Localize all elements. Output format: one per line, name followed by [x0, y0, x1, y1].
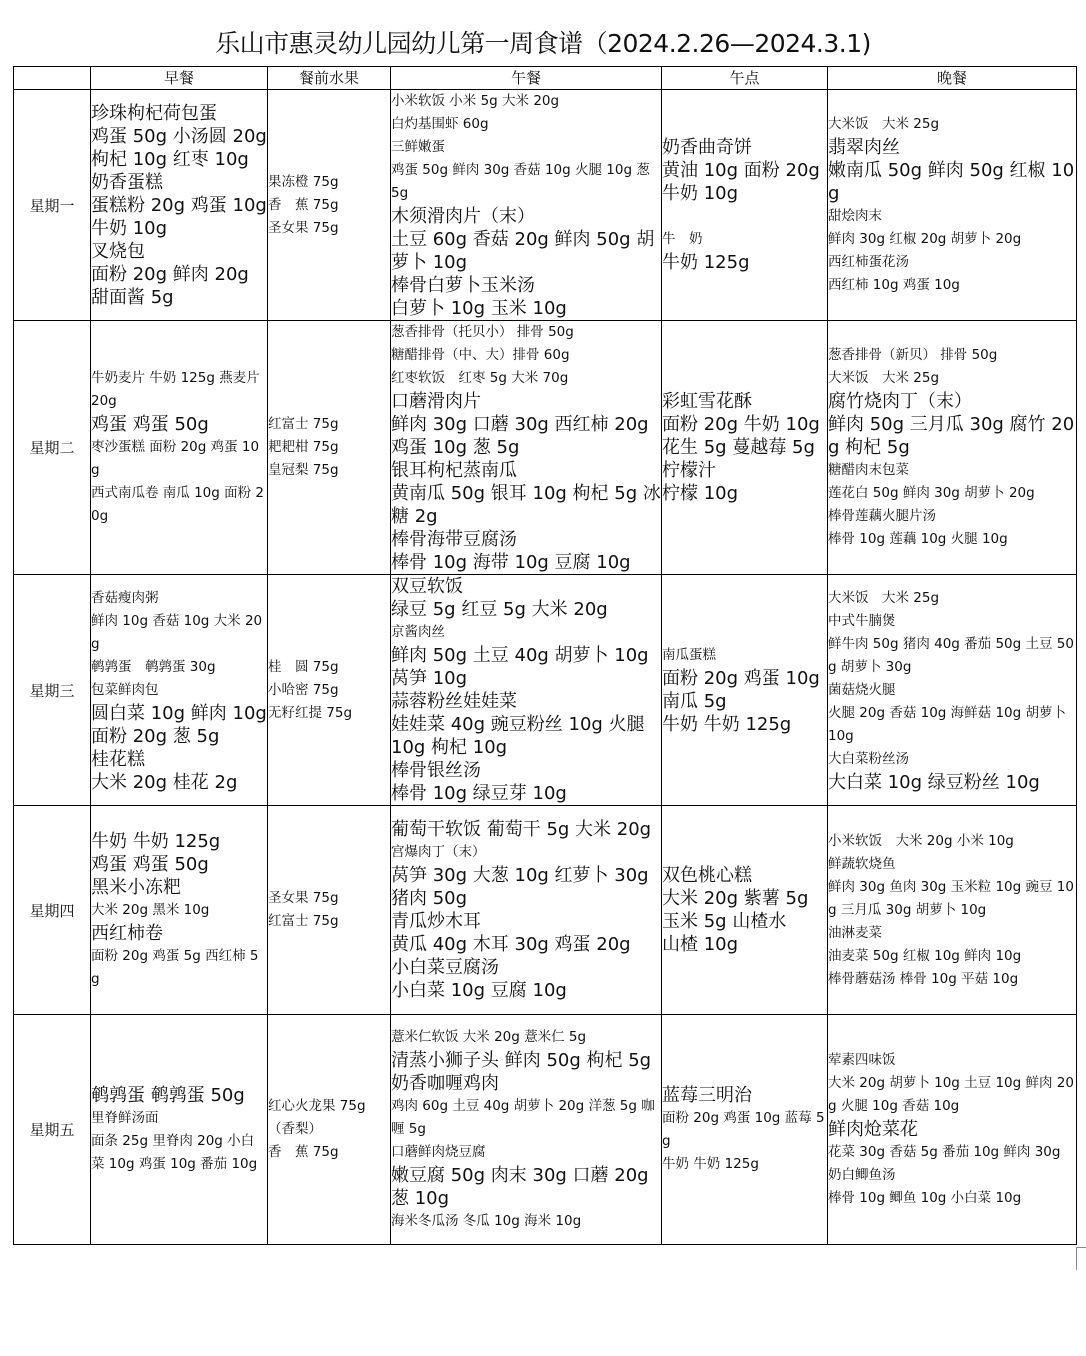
lunch-line: 青瓜炒木耳 — [391, 911, 481, 932]
snack-line: 面粉 20g 鸡蛋 10g 蓝莓 5g — [662, 1109, 825, 1149]
lunch-line: 红枣软饭 红枣 5g 大米 70g — [391, 370, 569, 386]
fruit-line: 皇冠梨 75g — [268, 462, 339, 478]
snack-line — [662, 205, 827, 228]
breakfast-line: 西红柿卷 — [91, 922, 163, 944]
snack-line: 牛奶 牛奶 125g — [662, 714, 792, 735]
day-row — [14, 575, 1077, 806]
breakfast-line: 鸡蛋 鸡蛋 50g — [91, 853, 209, 875]
day-row — [14, 806, 1077, 1015]
snack-line: 牛奶 125g — [662, 252, 750, 273]
fruit-line: 果冻橙 75g — [268, 173, 339, 190]
day-row — [14, 90, 1077, 321]
breakfast-line: 奶香蛋糕 — [91, 171, 163, 193]
lunch-line: 棒骨白萝卜玉米汤 — [391, 275, 535, 296]
snack-line: 柠檬汁 — [662, 460, 716, 481]
header-snack: 午点 — [662, 67, 828, 90]
fruit-line: 桂 圆 75g — [268, 658, 339, 675]
dinner-line: 腐竹烧肉丁（末） — [828, 391, 972, 412]
day-label: 星期四 — [14, 806, 91, 1015]
breakfast-line: 面条 25g 里脊肉 20g 小白菜 10g 鸡蛋 10g 番茄 10g — [91, 1132, 258, 1172]
lunch-line: 鲜肉 30g 口蘑 30g 西红柿 20g 鸡蛋 10g 葱 5g — [391, 414, 649, 458]
dinner-line: 油麦菜 50g 红椒 10g 鲜肉 10g — [828, 947, 1022, 964]
breakfast-line: 鹌鹑蛋 鹌鹑蛋 30g — [91, 658, 216, 675]
dinner-line: 荤素四味饭 — [828, 1052, 896, 1068]
lunch-line: 清蒸小狮子头 鲜肉 50g 枸杞 5g — [391, 1050, 652, 1071]
breakfast-line: 珍珠枸杞荷包蛋 — [91, 102, 217, 124]
day-row — [14, 321, 1077, 575]
lunch-line: 葱香排骨（托贝小） 排骨 50g — [391, 324, 574, 340]
lunch-cell — [391, 806, 662, 1015]
fruit-line: 耙耙柑 75g — [268, 439, 339, 455]
dinner-cell — [828, 575, 1077, 806]
lunch-line: 黄瓜 40g 木耳 30g 鸡蛋 20g — [391, 934, 631, 955]
dinner-line: 鲜肉 30g 鱼肉 30g 玉米粒 10g 豌豆 10g 三月瓜 30g 胡萝卜 10g — [828, 878, 1074, 918]
lunch-line: 木须滑肉片（末） — [391, 206, 535, 227]
lunch-line: 糖醋排骨（中、大）排骨 60g — [391, 347, 570, 363]
page-corner-marker — [1076, 1247, 1086, 1270]
page-title: 乐山市惠灵幼儿园幼儿第一周食谱（2024.2.26—2024.3.1) — [215, 29, 871, 58]
day-label: 星期五 — [14, 1015, 91, 1245]
day-label: 星期一 — [14, 90, 91, 321]
snack-line: 彩虹雪花酥 — [662, 391, 752, 412]
lunch-line: 三鲜嫩蛋 — [391, 139, 445, 155]
dinner-line: 葱香排骨（新贝） 排骨 50g — [828, 347, 998, 363]
dinner-line: 大白菜粉丝汤 — [828, 750, 909, 767]
snack-line: 面粉 20g 牛奶 10g 花生 5g 蔓越莓 5g — [662, 414, 820, 458]
dinner-line: 鲜牛肉 50g 猪肉 40g 番茄 50g 土豆 50g 胡萝卜 30g — [828, 635, 1074, 675]
snack-line: 牛 奶 — [662, 231, 703, 247]
dinner-cell — [828, 90, 1077, 321]
breakfast-line: 面粉 20g 鲜肉 20g 甜面酱 5g — [91, 263, 249, 308]
breakfast-line: 蛋糕粉 20g 鸡蛋 10g 牛奶 10g — [91, 194, 267, 239]
dinner-line: 棒骨 10g 鲫鱼 10g 小白菜 10g — [828, 1190, 1022, 1206]
dinner-line: 中式牛腩煲 — [828, 612, 896, 629]
dinner-cell — [828, 1015, 1077, 1245]
lunch-line: 口蘑鲜肉烧豆腐 — [391, 1144, 486, 1160]
fruit-cell — [268, 90, 391, 321]
dinner-line: 大白菜 10g 绿豆粉丝 10g — [828, 771, 1040, 793]
dinner-line: 大米饭 大米 25g — [828, 116, 940, 132]
fruit-cell — [268, 575, 391, 806]
breakfast-line: 牛奶麦片 牛奶 125g 燕麦片 20g — [91, 370, 260, 409]
breakfast-line: 里脊鲜汤面 — [91, 1109, 159, 1126]
lunch-cell — [391, 575, 662, 806]
lunch-line: 鸡蛋 50g 鲜肉 30g 香菇 10g 火腿 10g 葱 5g — [391, 162, 650, 201]
breakfast-cell — [91, 575, 268, 806]
lunch-line: 海米冬瓜汤 冬瓜 10g 海米 10g — [391, 1213, 582, 1229]
menu-table — [13, 66, 1077, 1245]
fruit-cell — [268, 321, 391, 575]
lunch-line: 棒骨 10g 海带 10g 豆腐 10g — [391, 552, 631, 573]
snack-cell — [662, 90, 828, 321]
snack-line: 山楂 10g — [662, 934, 739, 955]
header-lunch: 午餐 — [391, 67, 662, 90]
fruit-line: 红富士 75g — [268, 913, 339, 929]
snack-cell — [662, 806, 828, 1015]
snack-cell — [662, 321, 828, 575]
day-label: 星期二 — [14, 321, 91, 575]
dinner-line: 奶白鲫鱼汤 — [828, 1167, 896, 1183]
lunch-line: 银耳枸杞蒸南瓜 — [391, 460, 517, 481]
lunch-cell — [391, 321, 662, 575]
header-dinner: 晚餐 — [828, 67, 1077, 90]
dinner-line: 西红柿 10g 鸡蛋 10g — [828, 277, 960, 293]
lunch-line: 薏米仁软饭 大米 20g 薏米仁 5g — [391, 1029, 587, 1045]
lunch-line: 嫩豆腐 50g 肉末 30g 口蘑 20g 葱 10g — [391, 1165, 649, 1209]
day-row — [14, 1015, 1077, 1245]
header-fruit: 餐前水果 — [268, 67, 391, 90]
header-day — [14, 67, 91, 90]
snack-cell — [662, 1015, 828, 1245]
dinner-line: 鲜肉 30g 红椒 20g 胡萝卜 20g — [828, 231, 1022, 247]
snack-line: 南瓜蛋糕 — [662, 647, 716, 663]
header-breakfast: 早餐 — [91, 67, 268, 90]
day-label: 星期三 — [14, 575, 91, 806]
fruit-line: 圣女果 75g — [268, 890, 339, 906]
lunch-cell — [391, 90, 662, 321]
breakfast-line: 牛奶 牛奶 125g — [91, 830, 221, 852]
dinner-line: 鲜肉炝菜花 — [828, 1119, 918, 1140]
snack-cell — [662, 575, 828, 806]
dinner-line: 大米饭 大米 25g — [828, 589, 940, 606]
breakfast-line: 大米 20g 黑米 10g — [91, 901, 210, 918]
dinner-line: 棒骨 10g 莲藕 10g 火腿 10g — [828, 531, 1008, 547]
dinner-cell — [828, 321, 1077, 575]
snack-line: 面粉 20g 鸡蛋 10g 南瓜 5g — [662, 668, 820, 712]
lunch-line: 宫爆肉丁（末） — [391, 844, 486, 860]
fruit-line: （香梨） — [268, 1121, 322, 1137]
dinner-line: 嫩南瓜 50g 鲜肉 50g 红椒 10g — [828, 160, 1075, 204]
dinner-line: 火腿 20g 香菇 10g 海鲜菇 10g 胡萝卜 10g — [828, 704, 1066, 744]
fruit-cell — [268, 1015, 391, 1245]
breakfast-cell — [91, 1015, 268, 1245]
dinner-line: 西红柿蛋花汤 — [828, 254, 909, 270]
lunch-line: 奶香咖喱鸡肉 — [391, 1073, 499, 1094]
snack-line: 黄油 10g 面粉 20g 牛奶 10g — [662, 160, 820, 204]
lunch-line: 棒骨 10g 绿豆芽 10g — [391, 783, 567, 804]
dinner-line: 花菜 30g 香菇 5g 番茄 10g 鲜肉 30g — [828, 1144, 1061, 1160]
breakfast-cell — [91, 90, 268, 321]
lunch-line: 土豆 60g 香菇 20g 鲜肉 50g 胡萝卜 10g — [391, 229, 655, 273]
fruit-line: 香 蕉 75g — [268, 1144, 339, 1160]
dinner-line: 鲜肉 50g 三月瓜 30g 腐竹 20g 枸杞 5g — [828, 414, 1075, 458]
breakfast-line: 鹌鹑蛋 鹌鹑蛋 50g — [91, 1084, 245, 1106]
breakfast-line: 香菇瘦肉粥 — [91, 589, 159, 606]
lunch-cell — [391, 1015, 662, 1245]
dinner-line: 鲜蔬软烧鱼 — [828, 855, 896, 872]
lunch-line: 娃娃菜 40g 豌豆粉丝 10g 火腿 10g 枸杞 10g — [391, 714, 645, 758]
lunch-line: 黄南瓜 50g 银耳 10g 枸杞 5g 冰糖 2g — [391, 483, 661, 527]
lunch-line: 鲜肉 50g 土豆 40g 胡萝卜 10g 莴笋 10g — [391, 645, 649, 689]
lunch-line: 葡萄干软饭 葡萄干 5g 大米 20g — [391, 819, 652, 840]
breakfast-line: 桂花糕 — [91, 748, 145, 770]
breakfast-line: 枣沙蛋糕 面粉 20g 鸡蛋 10g — [91, 439, 260, 478]
snack-line: 柠檬 10g — [662, 483, 739, 504]
breakfast-cell — [91, 806, 268, 1015]
lunch-line: 小白菜豆腐汤 — [391, 957, 499, 978]
breakfast-cell — [91, 321, 268, 575]
dinner-line: 棒骨蘑菇汤 棒骨 10g 平菇 10g — [828, 970, 1019, 987]
dinner-line: 甜烩肉末 — [828, 208, 882, 224]
fruit-line: 小哈密 75g — [268, 681, 339, 698]
lunch-line: 白萝卜 10g 玉米 10g — [391, 298, 567, 319]
breakfast-line: 鸡蛋 50g 小汤圆 20g 枸杞 10g 红枣 10g — [91, 125, 267, 170]
lunch-line: 口蘑滑肉片 — [391, 391, 481, 412]
dinner-line: 油淋麦菜 — [828, 924, 882, 941]
snack-line: 双色桃心糕 — [662, 865, 752, 886]
lunch-line: 白灼基围虾 60g — [391, 116, 489, 132]
fruit-line: 无籽红提 75g — [268, 704, 353, 721]
dinner-line: 菌菇烧火腿 — [828, 681, 896, 698]
dinner-line: 翡翠肉丝 — [828, 137, 900, 158]
dinner-line: 糖醋肉末包菜 — [828, 462, 909, 478]
dinner-line: 小米软饭 大米 20g 小米 10g — [828, 832, 1014, 849]
dinner-line: 莲花白 50g 鲜肉 30g 胡萝卜 20g — [828, 485, 1035, 501]
breakfast-line: 鸡蛋 鸡蛋 50g — [91, 414, 209, 435]
breakfast-line: 黑米小冻粑 — [91, 876, 181, 898]
header-row — [14, 67, 1077, 90]
lunch-line: 莴笋 30g 大葱 10g 红萝卜 30g 猪肉 50g — [391, 865, 649, 909]
breakfast-line: 大米 20g 桂花 2g — [91, 771, 238, 793]
dinner-line: 棒骨莲藕火腿片汤 — [828, 508, 936, 524]
fruit-line: 圣女果 75g — [268, 219, 339, 236]
snack-line: 奶香曲奇饼 — [662, 137, 752, 158]
fruit-line: 红心火龙果 75g — [268, 1098, 366, 1114]
fruit-line: 红富士 75g — [268, 416, 339, 432]
breakfast-line: 鲜肉 10g 香菇 10g 大米 20g — [91, 612, 263, 652]
snack-line: 蓝莓三明治 — [662, 1084, 752, 1106]
lunch-line: 棒骨银丝汤 — [391, 760, 481, 781]
lunch-line: 棒骨海带豆腐汤 — [391, 529, 517, 550]
dinner-line: 大米饭 大米 25g — [828, 370, 940, 386]
lunch-line: 小白菜 10g 豆腐 10g — [391, 980, 567, 1001]
breakfast-line: 面粉 20g 鸡蛋 5g 西红柿 5g — [91, 947, 259, 987]
lunch-line: 双豆软饭 — [391, 576, 463, 597]
snack-line: 大米 20g 紫薯 5g 玉米 5g 山楂水 — [662, 888, 809, 932]
breakfast-line: 西式南瓜卷 南瓜 10g 面粉 20g — [91, 485, 265, 524]
fruit-cell — [268, 806, 391, 1015]
snack-line: 牛奶 牛奶 125g — [662, 1155, 759, 1172]
lunch-line: 京酱肉丝 — [391, 624, 445, 640]
dinner-cell — [828, 806, 1077, 1015]
breakfast-line: 圆白菜 10g 鲜肉 10g 面粉 20g 葱 5g — [91, 702, 267, 747]
breakfast-line: 包菜鲜肉包 — [91, 681, 159, 698]
lunch-line: 蒜蓉粉丝娃娃菜 — [391, 691, 517, 712]
fruit-line: 香 蕉 75g — [268, 196, 339, 213]
lunch-line: 小米软饭 小米 5g 大米 20g — [391, 93, 560, 109]
dinner-line: 大米 20g 胡萝卜 10g 土豆 10g 鲜肉 20g 火腿 10g 香菇 10g — [828, 1075, 1074, 1114]
breakfast-line: 叉烧包 — [91, 240, 145, 262]
lunch-line: 鸡肉 60g 土豆 40g 胡萝卜 20g 洋葱 5g 咖喱 5g — [391, 1098, 655, 1137]
lunch-line: 绿豆 5g 红豆 5g 大米 20g — [391, 599, 608, 620]
